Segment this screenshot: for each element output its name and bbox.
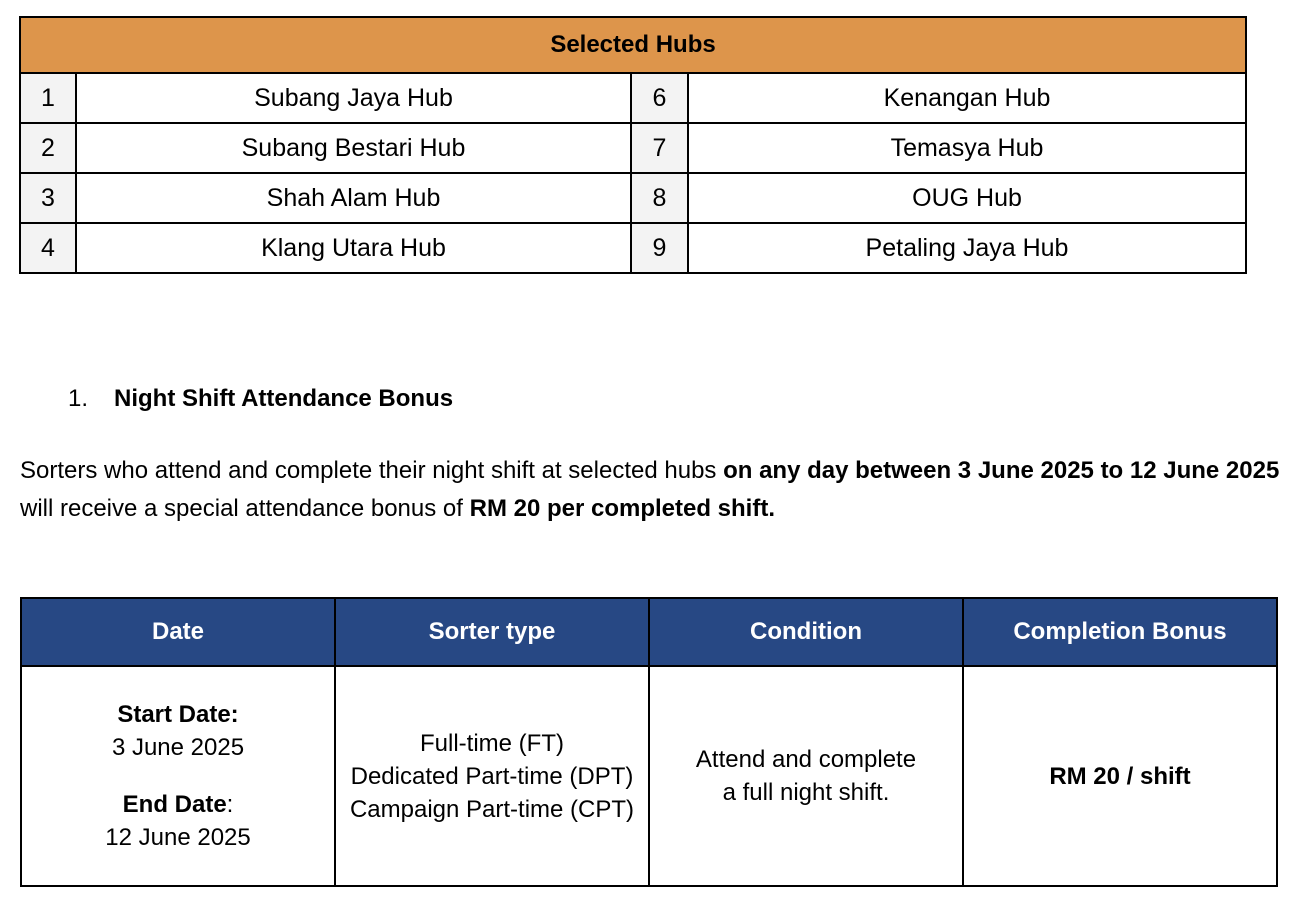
table-row [20,223,1246,273]
hub-name: Temasya Hub [688,123,1246,173]
hub-number: 8 [631,173,688,223]
section-title: Night Shift Attendance Bonus [114,385,454,412]
bonus-description [20,452,1280,528]
header-date: Date [21,598,335,666]
sorter-type-cell [335,666,649,886]
condition-line: a full night shift. [722,779,890,806]
date-cell [21,666,335,886]
hubs-title: Selected Hubs [20,17,1246,73]
end-date-value: 12 June 2025 [105,824,251,851]
hub-name: Kenangan Hub [688,73,1246,123]
table-row [20,73,1246,123]
sorter-type-dpt: Dedicated Part-time (DPT) [350,762,634,790]
hub-number: 4 [20,223,76,273]
header-completion-bonus: Completion Bonus [963,598,1277,666]
table-row [20,173,1246,223]
bonus-table [20,597,1278,887]
sorter-type-ft: Full-time (FT) [420,729,564,757]
hub-number: 9 [631,223,688,273]
description-text: Sorters who attend and complete their night shift at selected hubs [20,457,724,484]
hub-number: 3 [20,173,76,223]
hub-number: 6 [631,73,688,123]
header-condition: Condition [649,598,963,666]
table-row [21,666,1277,886]
hub-name: Subang Jaya Hub [76,73,631,123]
header-sorter-type: Sorter type [335,598,649,666]
hub-number: 7 [631,123,688,173]
completion-bonus-value: RM 20 / shift [1049,762,1191,790]
hub-name: Klang Utara Hub [76,223,631,273]
spacer [22,764,334,788]
completion-bonus-cell [963,666,1277,886]
hub-number: 1 [20,73,76,123]
description-text: will receive a special attendance bonus of [20,495,470,522]
sorter-type-cpt: Campaign Part-time (CPT) [349,795,635,823]
hub-name: OUG Hub [688,173,1246,223]
hub-name: Subang Bestari Hub [76,123,631,173]
hubs-header-row [20,17,1246,73]
start-date-label: Start Date: [117,701,239,728]
table-row [20,123,1246,173]
description-bonus-amount: RM 20 per completed shift. [469,495,775,522]
hub-name: Shah Alam Hub [76,173,631,223]
section-heading [68,384,453,414]
section-number: 1. [68,385,89,412]
end-date-colon: : [226,791,234,818]
condition-line: Attend and complete [695,746,917,773]
hub-name: Petaling Jaya Hub [688,223,1246,273]
condition-cell [649,666,963,886]
end-date-label: End Date [122,791,227,818]
hub-number: 2 [20,123,76,173]
description-date-range: on any day between 3 June 2025 to 12 June 2025 [723,457,1280,484]
start-date-value: 3 June 2025 [111,734,245,761]
selected-hubs-table [19,16,1247,274]
bonus-header-row [21,598,1277,666]
